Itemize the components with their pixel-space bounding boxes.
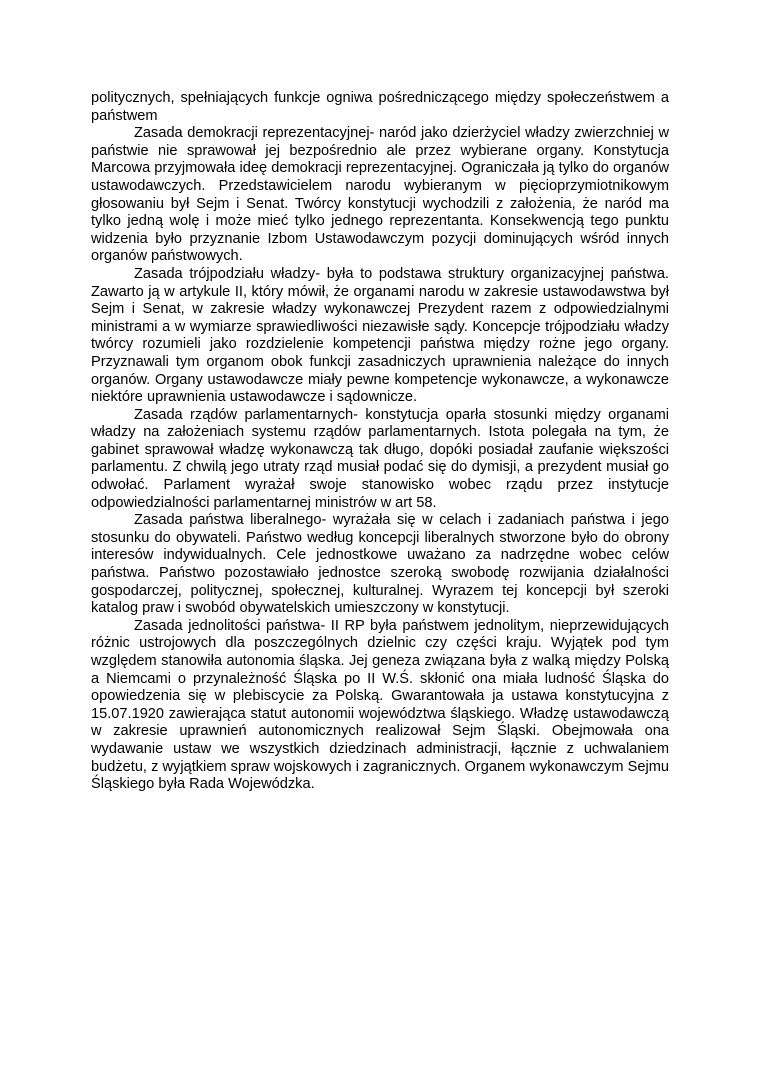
document-page bbox=[91, 90, 669, 794]
paragraph-separation-of-powers: Zasada trójpodziału władzy- była to podstawa struktury organizacyjnej państwa. Zawarto ją w artykule II, który mówił, że organami narodu w zakresie ustawodawstwa był Sejm i Senat, w zakresie władzy wykonawczej Prezydent razem z odpowiedzialnymi ministrami a w wymiarze sprawiedliwości niezawisłe sądy. Koncepcje trójpodziału władzy twórcy rozumieli jako rozdzielenie kompetencji państwa między rożne jego organy. Przyznawali tym organom obok funkcji zasadniczych uprawnienia należące do innych organów. Organy ustawodawcze miały pewne kompetencje wykonawcze, a wykonawcze niektóre uprawnienia ustawodawcze i sądownicze. bbox=[91, 265, 669, 406]
paragraph-parliamentary-government: Zasada rządów parlamentarnych- konstytucja oparła stosunki między organami władzy na założeniach systemu rządów parlamentarnych. Istota polegała na tym, że gabinet sprawował władzę wykonawczą tak długo, dopóki posiadał zaufanie większości parlamentu. Z chwilą jego utraty rząd musiał podać się do dymisji, a prezydent musiał go odwołać. Parlament wyrażał swoje stanowisko wobec rządu przez instytucje odpowiedzialności parlamentarnej ministrów w art 58. bbox=[91, 406, 669, 511]
paragraph-continuation: politycznych, spełniających funkcje ogniwa pośredniczącego między społeczeństwem a państwem bbox=[91, 90, 669, 124]
paragraph-liberal-state: Zasada państwa liberalnego- wyrażała się w celach i zadaniach państwa i jego stosunku do obywateli. Państwo według koncepcji liberalnych stworzone było do obrony interesów indywidualnych. Cele jednostkowe uważano za nadrzędne wobec celów państwa. Państwo pozostawiało jednostce szeroką swobodę rozwijania działalności gospodarczej, politycznej, społecznej, kulturalnej. Wyrazem tej koncepcji był szeroki katalog praw i swobód obywatelskich umieszczony w konstytucji. bbox=[91, 512, 669, 617]
paragraph-unitary-state: Zasada jednolitości państwa- II RP była państwem jednolitym, nieprzewidujących różnic ustrojowych dla poszczególnych dzielnic czy części kraju. Wyjątek pod tym względem stanowiła autonomia śląska. Jej geneza związana była z walką między Polską a Niemcami o przynależność Śląska po II W.Ś. skłonić ona miała ludność Śląska do opowiedzenia się w plebiscycie za Polską. Gwarantowała ja ustawa konstytucyjna z 15.07.1920 zawierająca statut autonomii województwa śląskiego. Władzę ustawodawczą w zakresie uprawnień autonomicznych realizował Sejm Śląski. Obejmowała ona wydawanie ustaw we wszystkich dziedzinach administracji, łącznie z uchwalaniem budżetu, z wyjątkiem spraw wojskowych i zagranicznych. Organem wykonawczym Sejmu Śląskiego była Rada Wojewódzka. bbox=[91, 617, 669, 793]
paragraph-representative-democracy: Zasada demokracji reprezentacyjnej- naród jako dzierżyciel władzy zwierzchniej w państwie nie sprawował jej bezpośrednio ale przez wybierane organy. Konstytucja Marcowa przyjmowała ideę demokracji reprezentacyjnej. Ograniczała ją tylko do organów ustawodawczych. Przedstawicielem narodu wybieranym w pięcioprzymiotnikowym głosowaniu był Sejm i Senat. Twórcy konstytucji wychodzili z założenia, że naród ma tylko jedną wolę i może mieć tylko jednego reprezentanta. Konsekwencją tego punktu widzenia było przyznanie Izbom Ustawodawczym pozycji dominujących wśród innych organów państwowych. bbox=[91, 125, 669, 265]
